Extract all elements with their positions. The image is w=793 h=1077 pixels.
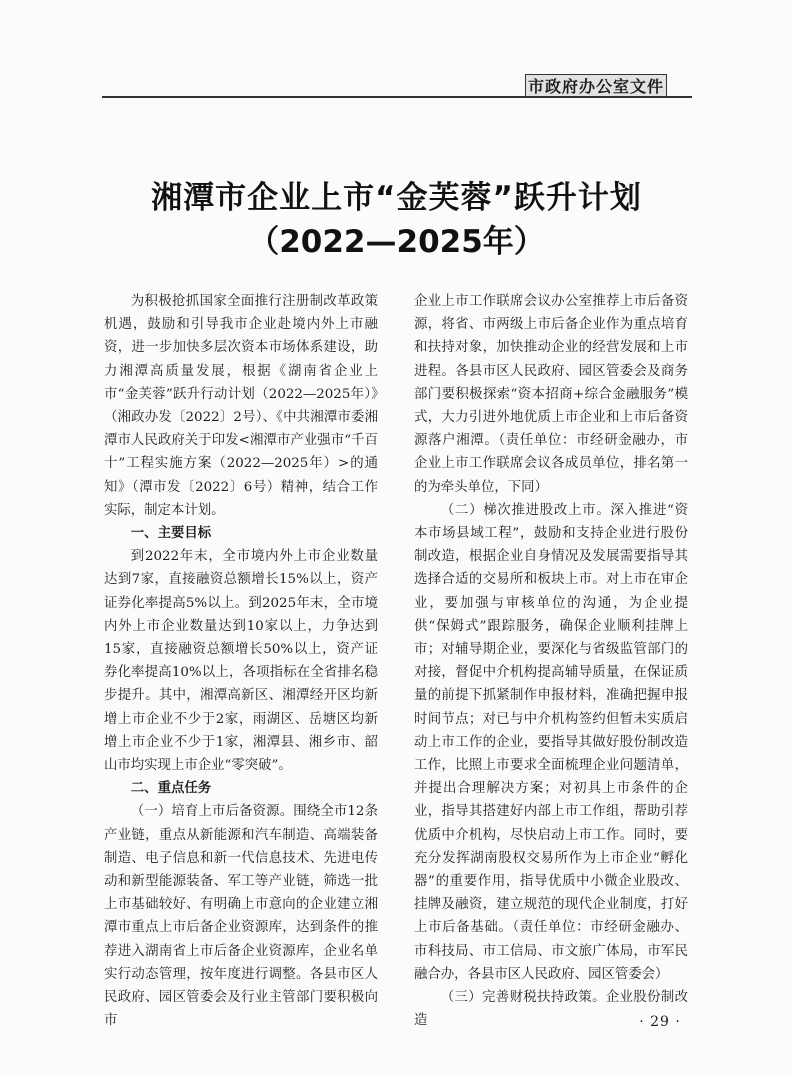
goals-paragraph: 到2022年末，全市境内外上市企业数量达到7家，直接融资总额增长15%以上，资产证券化率提高5%以上。到2025年末，全市境内外上市企业数量达到10家以上，力争达到15家，直接融资总额增长50%以上，资产证券化率提高10%以上，各项指标在全省排名稳步提升。其中，湘潭高新区、湘潭经开区均新增上市企业不少于2家，雨湖区、岳塘区均新增上市企业不少于1家，湘潭县、湘乡市、韶山市均实现上市企业“零突破”。 bbox=[104, 549, 378, 774]
heading-main-goals: 一、主要目标 bbox=[130, 526, 212, 542]
document-subtitle-years: （2022—2025年） bbox=[248, 224, 545, 260]
right-column bbox=[414, 290, 688, 1033]
task-2-paragraph: （二）梯次推进股改上市。深入推进“资本市场县域工程”，鼓励和支持企业进行股份制改造，根据企业自身情况及发展需要指导其选择合适的交易所和板块上市。对上市在审企业，要加强与审核单位的沟通，为企业提供“保姆式”跟踪服务，确保企业顺利挂牌上市；对辅导期企业，要深化与省级监管部门的对接，督促中介机构提高辅导质量，在保证质量的前提下抓紧制作申报材料，准确把握申报时间节点；对已与中介机构签约但暂未实质启动上市工作的企业，要指导其做好股份制改造工作，比照上市要求全面梳理企业问题清单，并提出合理解决方案；对初具上市条件的企业，指导其搭建好内部上市工作组，帮助引荐优质中介机构，尽快启动上市工作。同时，要充分发挥湖南股权交易所作为上市企业“孵化器”的重要作用，指导优质中小微企业股改、挂牌及融资，建立规范的现代企业制度，打好上市后备基础。（责任单位：市经研金融办、市科技局、市工信局、市文旅广体局，市军民融合办，各县市区人民政府、园区管委会） bbox=[414, 502, 688, 982]
left-column bbox=[104, 290, 378, 1033]
page-number: · 29 · bbox=[639, 1014, 681, 1030]
heading-key-tasks: 二、重点任务 bbox=[130, 781, 212, 797]
intro-paragraph: 为积极抢抓国家全面推行注册制改革政策机遇，鼓励和引导我市企业赴境内外上市融资，进一步加快多层次资本市场体系建设，助力湘潭高质量发展，根据《湖南省企业上市“金芙蓉”跃升行动计划（2022—2025年）》（湘政办发〔2022〕2号）、《中共湘潭市委湘潭市人民政府关于印发<湘潭市产业强市“千百十”工程实施方案（2022—2025年）>的通知》（潭市发〔2022〕6号）精神，结合工作实际，制定本计划。 bbox=[104, 294, 378, 518]
task-3-paragraph: （三）完善财税扶持政策。企业股份制改造 bbox=[414, 990, 688, 1029]
task-1-paragraph-continued: 企业上市工作联席会议办公室推荐上市后备资源，将省、市两级上市后备企业作为重点培育和扶持对象，加快推动企业的经营发展和上市进程。各县市区人民政府、园区管委会及商务部门要积极探索“资本招商+综合金融服务”模式，大力引进外地优质上市企业和上市后备资源落户湘潭。（责任单位：市经研金融办，市企业上市工作联席会议各成员单位，排名第一的为牵头单位，下同） bbox=[414, 294, 688, 495]
task-1-paragraph: （一）培育上市后备资源。围绕全市12条产业链，重点从新能源和汽车制造、高端装备制造、电子信息和新一代信息技术、先进电传动和新型能源装备、军工等产业链，筛选一批上市基础较好、有明确上市意向的企业建立湘潭市重点上市后备企业资源库，达到条件的推荐进入湖南省上市后备企业资源库，企业名单实行动态管理，按年度进行调整。各县市区人民政府、园区管委会及行业主管部门要积极向市 bbox=[104, 804, 378, 1029]
section-tag: 市政府办公室文件 bbox=[525, 74, 667, 96]
header-rule bbox=[102, 96, 692, 98]
document-title: 湘潭市企业上市“金芙蓉”跃升计划 bbox=[151, 180, 642, 216]
